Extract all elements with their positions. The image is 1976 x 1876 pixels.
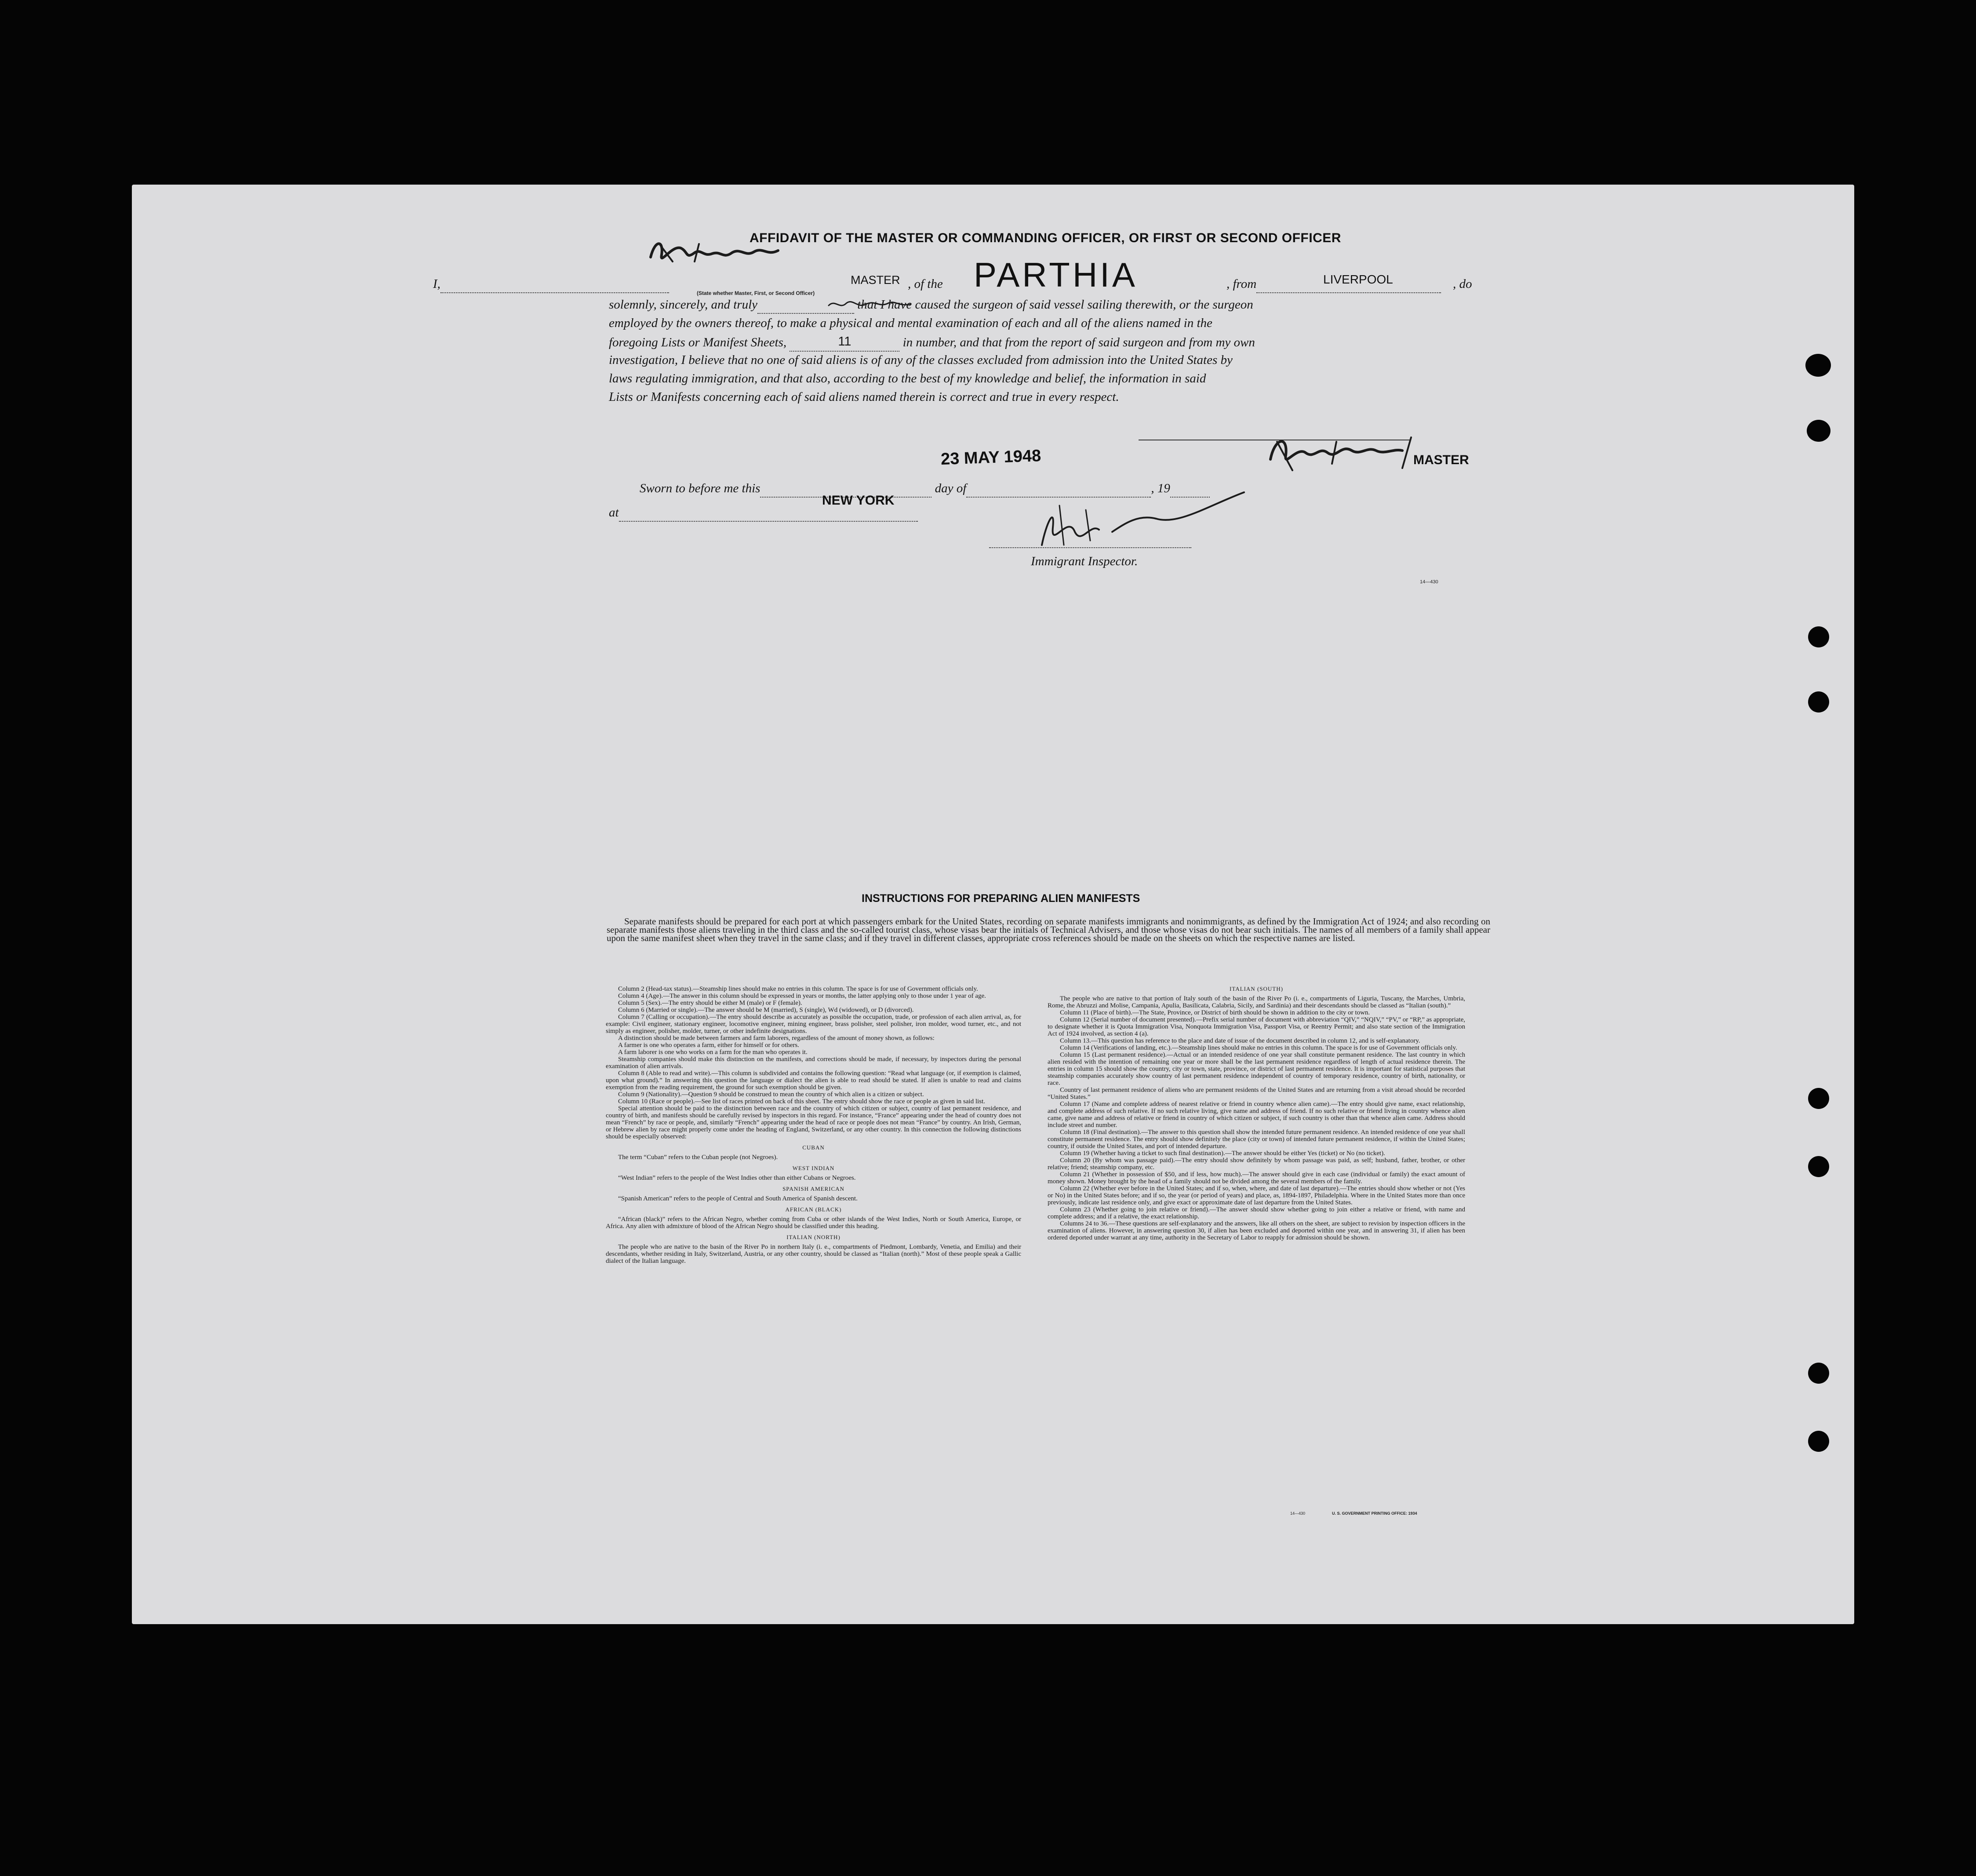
section-heading-african: AFRICAN (BLACK) [785, 1206, 842, 1213]
instruction-paragraph: Steamship companies should make this distinction on the manifests, and corrections should be made, if necessary, by inspectors during the personal examination of alien arrivals. [606, 1056, 1021, 1070]
punch-hole [1808, 1088, 1829, 1109]
instruction-paragraph: Column 12 (Serial number of document presented).—Prefix serial number of document with abbreviation “QIV,” “NQIV,” “PV,” or “RP,” as appropriate, to designate whether it is Quota Immigration Visa, Nonquota Immigration Visa, Passport Visa, or Reentry Permit; and also state section of the Immigration Act of 1924 involved, as section 4 (a). [1048, 1016, 1465, 1037]
instruction-paragraph: Column 15 (Last permanent residence).—Actual or an intended residence of one year shall constitute permanent residence. The last country in which alien resided with the intention of remaining one year or more shall be the last permanent residence regardless of length of actual residence therein. The entries in column 15 should show the country, city or town, state, province, or district of last permanent residence. It is important for statistical purposes that steamship companies accurately show country of last permanent residence independent of country of temporary residence, country of birth, nationality, or race. [1048, 1051, 1465, 1087]
instruction-paragraph: A farmer is one who operates a farm, either for himself or for others. [618, 1042, 799, 1049]
instruction-paragraph: Special attention should be paid to the distinction between race and the country of which citizen or subject, country of last permanent residence, and country of birth, and manifests should be carefully revised by inspectors in this regard. For instance, “France” appearing under the head of country does not mean “French” by race or people, and, similarly “French” appearing under the head of race or people does not mean “France” by country. An Irish, German, or Hebrew alien by race might properly come under the heading of England, Switzerland, or any other country. In this connection the following distinctions should be especially observed: [606, 1105, 1021, 1140]
instruction-paragraph: Column 5 (Sex).—The entry should be either M (male) or F (female). [618, 1000, 802, 1007]
instructions-title: INSTRUCTIONS FOR PREPARING ALIEN MANIFESTS [862, 892, 1140, 905]
instruction-paragraph: Column 11 (Place of birth).—The State, Province, or District of birth should be shown in addition to the city or town. [1060, 1009, 1370, 1016]
instructions-right-column [1048, 985, 1465, 1241]
instruction-paragraph: A farm laborer is one who works on a farm for the man who operates it. [618, 1049, 808, 1056]
officer-rank: MASTER [851, 273, 900, 287]
instruction-paragraph: Column 23 (Whether going to join relative or friend).—The answer should show whether going to join either a relative or friend, with name and complete address; and if a relative, the exact relationship. [1048, 1206, 1465, 1220]
instruction-paragraph: Column 17 (Name and complete address of nearest relative or friend in country whence alien came).—The entry should give name, exact relationship, and complete address of such relative. If no such relative living, give name and address of friend. If no such relative or friend living in country whence alien came, give name and address of relative or friend in country of which citizen or subject, if such country is other than that whence alien came. Address should include street and number. [1048, 1101, 1465, 1129]
punch-hole [1805, 354, 1831, 377]
instruction-paragraph: A distinction should be made between farmers and farm laborers, regardless of the amount of money shown, as follows: [618, 1035, 935, 1042]
section-text: The term “Cuban” refers to the Cuban people (not Negroes). [618, 1154, 778, 1161]
master-signature-top [646, 235, 796, 270]
swear-handwriting [826, 294, 914, 312]
manifest-sheet-count: 11 [790, 332, 899, 352]
instruction-paragraph: Columns 24 to 36.—These questions are self-explanatory and the answers, like all others on the sheet, are subject to revision by inspection officers in the examination of aliens. However, in answering question 30, if alien has been excluded and deported within one year, and in answering 31, if alien has been ordered deported under warrant at any time, authority in the Secretary of Labor to reapply for admission should be shown. [1048, 1220, 1465, 1241]
instruction-paragraph: Column 13.—This question has reference to the place and date of issue of the document described in column 12, and is self-explanatory. [1060, 1037, 1420, 1044]
form-number-top: 14—430 [1420, 579, 1438, 585]
instruction-paragraph: Column 4 (Age).—The answer in this column should be expressed in years or months, the latter applying only to those under 1 year of age. [618, 993, 986, 1000]
punch-hole [1807, 420, 1830, 442]
affidavit-line-2: solemnly, sincerely, and truly that I have caused the surgeon of said vessel sailing therewith, or the surgeon [609, 295, 1253, 314]
instruction-paragraph: Column 18 (Final destination).—The answer to this question shall show the intended future permanent residence. An intended residence of one year shall constitute permanent residence. The entry should show definitely the place (city or town) of intended future permanent residence, if within the United States; country, if outside the United States, and port of intended departure. [1048, 1129, 1465, 1150]
rank-note: (State whether Master, First, or Second Officer) [697, 290, 815, 296]
section-heading-spanish-american: SPANISH AMERICAN [782, 1185, 844, 1192]
instructions-intro: Separate manifests should be prepared for each port at which passengers embark for the United States, recording on separate manifests immigrants and nonimmigrants, as defined by the Immigration Act of 1924; and also recording on separate manifests those aliens traveling in the third class and the so-called tourist class, whose visas bear the initials of Technical Advisers, and those whose visas do not bear such initials. The names of all members of a family shall appear upon the same manifest sheet when they travel in the same class; and if they travel in different classes, appropriate cross references should be made on the sheets on which the respective names are listed. [607, 916, 1490, 943]
vessel-name: PARTHIA [974, 255, 1138, 294]
instructions-left-column [606, 985, 1021, 1265]
section-text: “African (black)” refers to the African Negro, whether coming from Cuba or other islands of the West Indies, North or South America, Europe, or Africa. Any alien with admixture of blood of the African Negro should be classified under this heading. [606, 1216, 1021, 1230]
sworn-line: Sworn to before me this day of , 19 [640, 479, 1210, 498]
punch-hole [1808, 1156, 1829, 1177]
affidavit-line-1: I, [433, 275, 1488, 293]
instruction-paragraph: Column 8 (Able to read and write).—This column is subdivided and contains the following question: “Read what language (or, if exemption is claimed, upon what ground).” In answering this question the language or dialect the alien is able to read should be stated. If alien is unable to read and claims exemption from the reading requirement, the ground for such exemption should be given. [606, 1070, 1021, 1091]
section-heading-italian-north: ITALIAN (NORTH) [786, 1234, 841, 1240]
punch-hole [1808, 626, 1829, 647]
from-label: , from [1226, 275, 1441, 293]
place-sworn: NEW YORK [822, 493, 895, 508]
instruction-paragraph: Column 20 (By whom was passage paid).—The entry should show definitely by whom passage was paid, as self; husband, father, brother, or other relative; friend; steamship company, etc. [1048, 1157, 1465, 1171]
affidavit-line-4: foregoing Lists or Manifest Sheets, 11 in number, and that from the report of said surgeon and from my own [609, 332, 1255, 352]
section-text: The people who are native to the basin of the River Po in northern Italy (i. e., compartments of Piedmont, Lombardy, Venetia, and Emilia) and their descendants, whether residing in Italy, Switzerland, Austria, or any other country, should be classed as “Italian (north).” Most of these people speak a Gallic dialect of the Italian language. [606, 1243, 1021, 1265]
port-of-departure: LIVERPOOL [1323, 273, 1393, 286]
instruction-paragraph: Country of last permanent residence of aliens who are permanent residents of the United States and are returning from a visit abroad should be recorded “United States.” [1048, 1087, 1465, 1101]
instruction-paragraph: Column 2 (Head-tax status).—Steamship lines should make no entries in this column. The space is for use of Government officials only. [618, 985, 978, 993]
master-signature [1262, 429, 1433, 481]
section-heading-west-indian: WEST INDIAN [792, 1165, 835, 1171]
section-heading-italian-south: ITALIAN (SOUTH) [1230, 985, 1283, 992]
instruction-paragraph: Column 14 (Verifications of landing, etc.).—Steamship lines should make no entries in this column. The space is for use of Government officials only. [1060, 1044, 1457, 1051]
at-line: at [609, 503, 918, 522]
date-stamp: 23 MAY 1948 [940, 447, 1041, 469]
instruction-paragraph: Column 7 (Calling or occupation).—The entry should describe as accurately as possible the occupation, trade, or profession of each alien arrival, as, for example: Civil engineer, stationary engineer, locomotive engineer, mining engineer, brass polisher, steel polisher, iron molder, wood turner, etc., and not simply as engineer, polisher, molder, turner, or other indefinite designations. [606, 1014, 1021, 1035]
section-text: “West Indian” refers to the people of the West Indies other than either Cubans or Negroes. [618, 1174, 856, 1182]
inspector-signature-line [989, 547, 1191, 548]
affidavit-line-5: investigation, I believe that no one of said aliens is of any of the classes excluded from admission into the United States by [609, 353, 1233, 367]
section-text: “Spanish American” refers to the people of Central and South America of Spanish descent. [618, 1195, 858, 1202]
affidavit-line-3: employed by the owners thereof, to make a physical and mental examination of each and all of the aliens named in the [609, 316, 1212, 330]
instruction-paragraph: Column 22 (Whether ever before in the United States; and if so, when, where, and date of last departure).—The entries should show whether or not (Yes or No) in the United States before; and if so, the year (or period of years) and place, as, 1894-1897, Philadelphia. Where in the United States more than once previously, indicate last residence only, and give exact or approximate date of last departure from the United States. [1048, 1185, 1465, 1206]
master-title: MASTER [1413, 453, 1469, 467]
affidavit-title: AFFIDAVIT OF THE MASTER OR COMMANDING OFFICER, OR FIRST OR SECOND OFFICER [750, 231, 1341, 245]
section-heading-cuban: CUBAN [802, 1144, 825, 1151]
instruction-paragraph: Column 19 (Whether having a ticket to such final destination).—The answer should be either Yes (ticket) or No (no ticket). [1060, 1150, 1385, 1157]
instruction-paragraph: Column 21 (Whether in possession of $50, and if less, how much).—The answer should give in each case (individual or family) the exact amount of money shown. Money brought by the head of a family should not be divided among the several members of the family. [1048, 1171, 1465, 1185]
instruction-paragraph: Column 10 (Race or people).—See list of races printed on back of this sheet. The entry should show the race or people as given in said list. [618, 1098, 985, 1105]
of-the-label: , of the [908, 277, 943, 291]
instruction-paragraph: Column 6 (Married or single).—The answer should be M (married), S (single), Wd (widowed), or D (divorced). [618, 1007, 914, 1014]
affidavit-line-7: Lists or Manifests concerning each of said aliens named therein is correct and true in every respect. [609, 390, 1119, 404]
punch-hole [1808, 691, 1829, 713]
instruction-paragraph: Column 9 (Nationality).—Question 9 should be construed to mean the country of which alien is a citizen or subject. [618, 1091, 924, 1098]
inspector-signature [980, 488, 1301, 563]
do-label: , do [1453, 277, 1472, 291]
punch-hole [1808, 1363, 1829, 1384]
punch-hole [1808, 1431, 1829, 1452]
printer-imprint: U. S. GOVERNMENT PRINTING OFFICE: 1934 [1332, 1511, 1417, 1516]
form-number-footer: 14—430 [1290, 1511, 1306, 1516]
instruction-paragraph: The people who are native to that portion of Italy south of the basin of the River Po (i. e., compartments of Liguria, Tuscany, the Marches, Umbria, Rome, the Abruzzi and Molise, Campania, Apulia, Basilicata, Calabria, Sicily, and Sardinia) and their descendants should be classed as “Italian (south).” [1048, 995, 1465, 1009]
affidavit-line-6: laws regulating immigration, and that also, according to the best of my knowledge and belief, the information in said [609, 371, 1206, 385]
inspector-label: Immigrant Inspector. [1031, 554, 1138, 568]
